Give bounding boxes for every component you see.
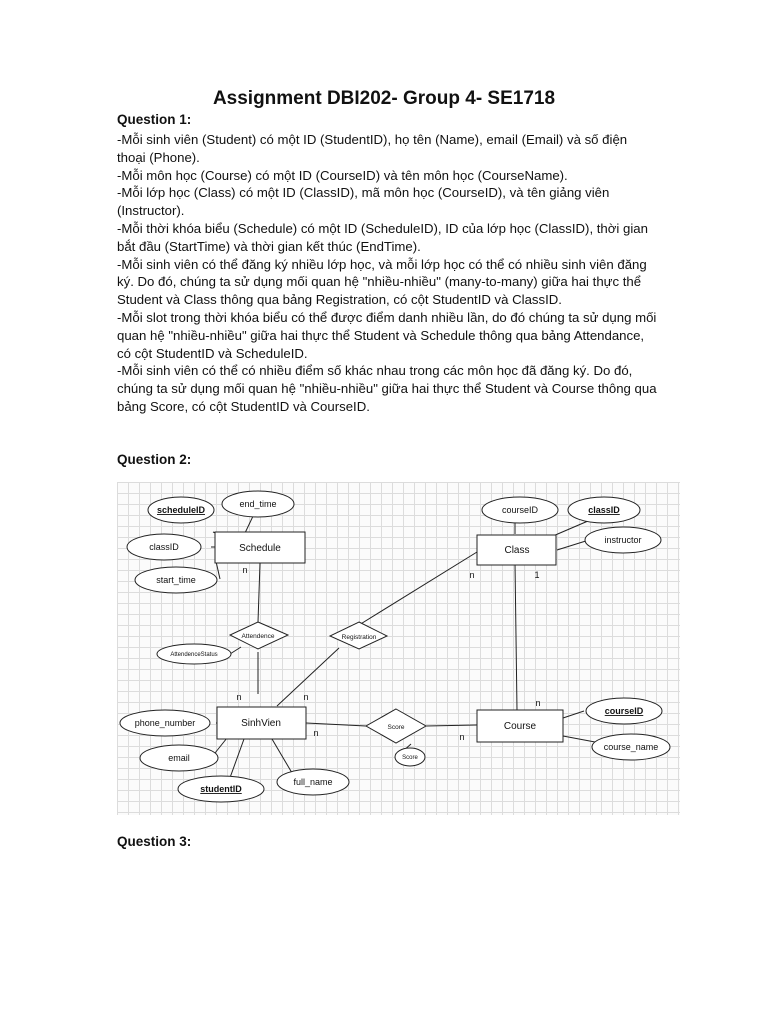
entity-schedule-label: Schedule [239,543,281,554]
attr-phone-label: phone_number [134,718,196,728]
attr-classid-label: classID [588,505,620,515]
entity-course-label: Course [503,721,537,732]
link-sinhvien-score [306,723,366,726]
attr-starttime-label: start_time [156,575,196,585]
q1-line-5: -Mỗi sinh viên có thể đăng ký nhiều lớp học, và mỗi lớp học có thể có nhiều sinh viên đăng ký. Do đó, chúng ta sử dụng mối quan hệ "nhiều-nhiều" (many-to-many) giữa hai thực thể Student và Class thông qua bảng Registration, có cột StudentID và ClassID. [117,256,647,308]
q1-line-2: -Mỗi môn học (Course) có một ID (CourseID) và tên môn học (CourseName). [117,167,568,183]
er-diagram [117,482,680,815]
link-course-coursename [563,736,595,742]
q1-line-3: -Mỗi lớp học (Class) có một ID (ClassID), mã môn học (CourseID), và tên giảng viên (Instructor). [117,185,610,219]
link-class-registration [359,552,477,625]
question-2-label: Question 2: [117,452,192,467]
link-class-course [515,563,517,710]
link-attendance-status [230,647,241,654]
card-course-score-n: n [459,732,465,742]
card-course-top-n: n [535,698,541,708]
card-class-1: 1 [534,570,540,580]
q1-line-6: -Mỗi slot trong thời khóa biểu có thể được điểm danh nhiều lần, do đó chúng ta sử dụng mối quan hệ "nhiều-nhiều" giữa hai thực thể Student và Schedule thông qua bảng Attendance, có cột StudentID và ScheduleID. [117,309,657,361]
card-sinhvien-score-n: n [313,728,319,738]
entity-class-label: Class [504,545,530,556]
attr-courseid-class-label: courseID [501,505,539,515]
link-class-instructor [557,540,589,550]
attr-instructor-label: instructor [604,535,642,545]
attr-fullname-label: full_name [293,777,333,787]
card-sinhvien-n-right: n [303,692,309,702]
attr-score-label: Score [402,755,418,761]
attr-attendencestatus-label: AttendenceStatus [170,652,218,658]
q1-line-7: -Mỗi sinh viên có thể có nhiều điểm số khác nhau trong các môn học đã đăng ký. Do đó, chúng ta sử dụng mối quan hệ "nhiều-nhiều" giữa hai thực thể Student và Course thông qua bảng Score, có cột StudentID và CourseID. [117,363,657,414]
question-3-label: Question 3: [117,834,192,849]
q1-line-1: -Mỗi sinh viên (Student) có một ID (StudentID), họ tên (Name), email (Email) và số điện thoại (Phone). [117,132,628,165]
attr-classid-sched-label: classID [149,542,179,552]
link-course-courseid [563,711,584,718]
attr-studentid-label: studentID [200,784,242,794]
attr-courseid-label: courseID [604,706,644,716]
relationship-attendance-label: Attendence [241,633,275,640]
attr-endtime-label: end_time [239,499,277,509]
attr-email-label: email [168,753,190,763]
er-diagram-svg [117,482,680,815]
document-title: Assignment DBI202- Group 4- SE1718 [212,88,556,109]
attr-scheduleid-label: scheduleID [156,505,206,515]
relationship-score-label: Score [387,724,405,731]
link-schedule-attendance [258,563,260,622]
card-sinhvien-n-left: n [236,692,242,702]
card-class-n: n [469,570,475,580]
q1-line-4: -Mỗi thời khóa biểu (Schedule) có một ID (ScheduleID), ID của lớp học (ClassID), thời gian bắt đầu (StartTime) và thời gian kết thúc (EndTime). [117,220,648,254]
entity-sinhvien-label: SinhVien [241,718,281,729]
card-schedule-n: n [242,565,248,575]
attr-coursename-label: course_name [603,742,659,752]
question-1-label: Question 1: [117,112,192,127]
link-sinhvien-email [215,738,227,753]
question-1-body [117,131,657,416]
link-score-course [426,725,477,726]
relationship-registration-label: Registration [341,634,377,641]
